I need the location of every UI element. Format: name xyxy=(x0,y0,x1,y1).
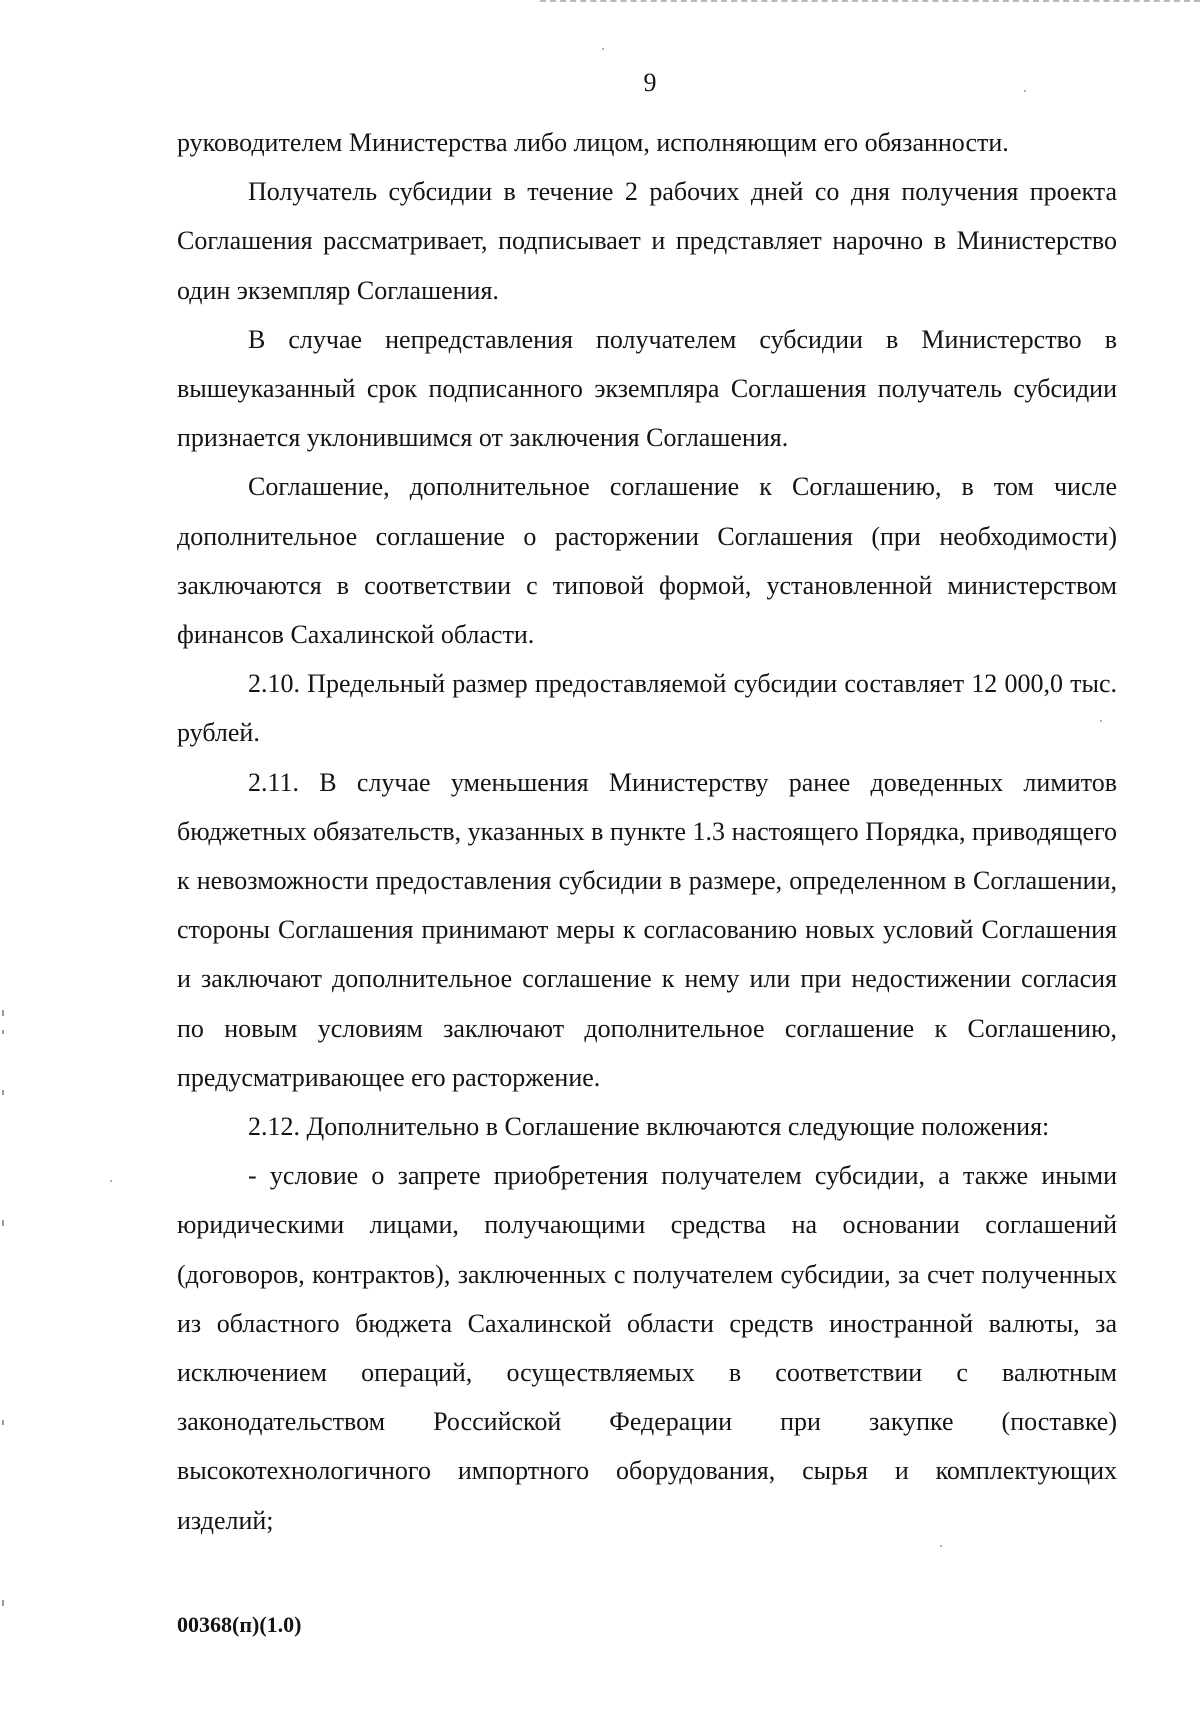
paragraph-1: руководителем Министерства либо лицом, исполняющим его обязанности. xyxy=(177,128,1009,157)
paragraph-condition: - условие о запрете приобретения получателем субсидии, а также иными юридическими лицами, получающими средства на основании соглашений (договоров, контрактов), заключенных с получателем субсидии, за счет полученных из областного бюджета Сахалинской области средств иностранной валюты, за исключением операций, осуществляемых в соответствии с валютным законодательством Российской Федерации при закупке (поставке) высокотехнологичного импортного оборудования, сырья и комплектующих изделий; xyxy=(177,1161,1117,1535)
scan-speck xyxy=(2,1090,4,1095)
paragraph-2: Получатель субсидии в течение 2 рабочих дней со дня получения проекта Соглашения рассматривает, подписывает и представляет нарочно в Министерство один экземпляр Соглашения. xyxy=(177,177,1117,305)
document-body xyxy=(177,118,1117,1545)
paragraph-2-11: 2.11. В случае уменьшения Министерству ранее доведенных лимитов бюджетных обязательств, указанных в пункте 1.3 настоящего Порядка, приводящего к невозможности предоставления субсидии в размере, определенном в Соглашении, стороны Соглашения принимают меры к согласованию новых условий Соглашения и заключают дополнительное соглашение к нему или при недостижении согласия по новым условиям заключают дополнительное соглашение к Соглашению, предусматривающее его расторжение. xyxy=(177,767,1117,1092)
scan-speck xyxy=(2,1220,4,1226)
scan-speck xyxy=(2,1030,4,1034)
scan-speck xyxy=(940,1545,942,1547)
scan-speck xyxy=(110,1180,112,1182)
paragraph-3: В случае непредставления получателем субсидии в Министерство в вышеуказанный срок подписанного экземпляра Соглашения получатель субсидии признается уклонившимся от заключения Соглашения. xyxy=(177,324,1117,453)
scan-speck xyxy=(2,1420,4,1425)
scan-speck xyxy=(1024,90,1026,92)
paragraph-2-10: 2.10. Предельный размер предоставляемой субсидии составляет 12 000,0 тыс. рублей. xyxy=(177,669,1117,748)
scan-speck xyxy=(602,48,604,50)
scan-speck xyxy=(2,1600,4,1606)
page-number: 9 xyxy=(643,68,657,97)
document-code: 00368(п)(1.0) xyxy=(177,1612,302,1637)
scan-speck xyxy=(1100,720,1102,722)
scan-speck xyxy=(2,1010,4,1016)
scan-top-edge xyxy=(540,0,1200,4)
paragraph-4: Соглашение, дополнительное соглашение к Соглашению, в том числе дополнительное соглашение о расторжении Соглашения (при необходимости) заключаются в соответствии с типовой формой, установленной министерством финансов Сахалинской области. xyxy=(177,472,1117,650)
paragraph-2-12: 2.12. Дополнительно в Соглашение включаются следующие положения: xyxy=(248,1112,1050,1142)
